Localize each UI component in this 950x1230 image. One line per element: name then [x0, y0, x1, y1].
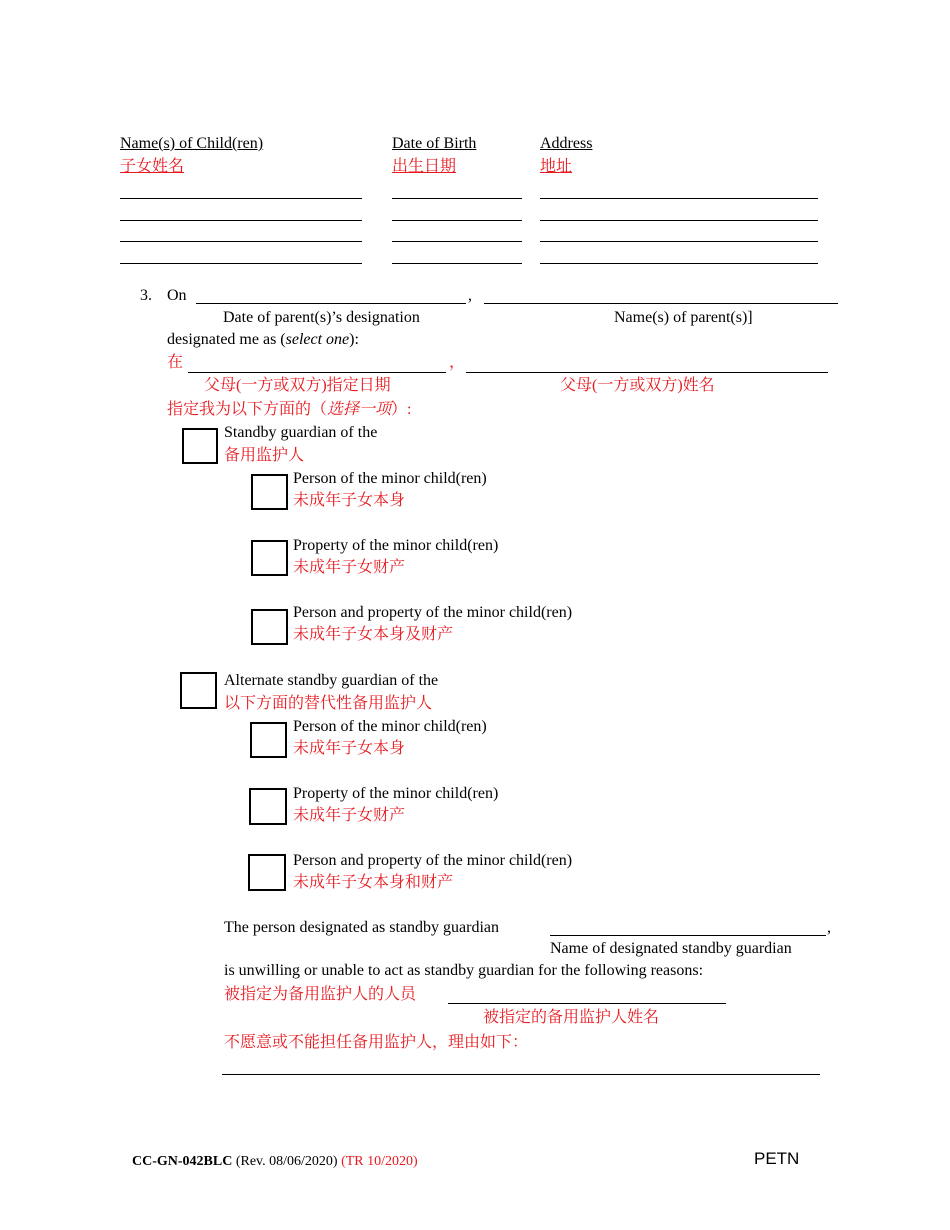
standby-person-property-label: Person and property of the minor child(ren): [293, 604, 573, 621]
translation-revision: (TR 10/2020): [341, 1154, 418, 1169]
footer-form-info: [132, 1152, 418, 1172]
alternate-person-checkbox[interactable]: [250, 722, 287, 758]
parent-names-label: Name(s) of parent(s)]: [614, 309, 753, 326]
child-dob-field[interactable]: [392, 263, 522, 264]
comma: ,: [468, 287, 472, 304]
standby-guardian-name-label: Name of designated standby guardian: [550, 940, 792, 957]
zh-comma: ，: [449, 354, 466, 371]
dob-header-zh: 出生日期: [392, 158, 457, 175]
designation-date-label-zh: 父母(一方或双方)指定日期: [204, 377, 391, 394]
reasons-field[interactable]: [222, 1074, 820, 1075]
alternate-person-label: Person of the minor child(ren): [293, 718, 487, 735]
standby-guardian-name-label-zh: 被指定的备用监护人姓名: [483, 1009, 660, 1026]
alternate-guardian-label-zh: 以下方面的替代性备用监护人: [224, 695, 433, 712]
standby-person-property-checkbox[interactable]: [251, 609, 288, 645]
standby-guardian-name-field-zh[interactable]: [448, 1003, 726, 1004]
revision-date: (Rev. 08/06/2020): [235, 1154, 338, 1169]
on-label: On: [167, 287, 187, 304]
standby-property-label: Property of the minor child(ren): [293, 537, 499, 554]
child-name-field[interactable]: [120, 198, 362, 199]
standby-person-label-zh: 未成年子女本身: [293, 492, 406, 509]
alternate-person-property-label: Person and property of the minor child(ren): [293, 852, 573, 869]
designation-date-label: Date of parent(s)’s designation: [223, 309, 420, 326]
designated-me-as-zh: 指定我为以下方面的（选择一项）:: [167, 401, 412, 418]
standby-person-property-label-zh: 未成年子女本身及财产: [293, 626, 454, 643]
designated-me-as: designated me as (select one):: [167, 331, 359, 348]
standby-guardian-label-zh: 备用监护人: [224, 447, 305, 464]
standby-property-checkbox[interactable]: [251, 540, 288, 576]
form-code: PETN: [754, 1149, 800, 1168]
child-names-header-zh: 子女姓名: [120, 158, 185, 175]
unwilling-line1-zh: 被指定为备用监护人的人员: [224, 986, 417, 1003]
designation-date-field-zh[interactable]: [188, 372, 446, 373]
child-names-header: Name(s) of Child(ren): [120, 135, 264, 152]
alternate-person-label-zh: 未成年子女本身: [293, 740, 406, 757]
address-header-zh: 地址: [540, 158, 573, 175]
unwilling-line2-zh: 不愿意或不能担任备用监护人，理由如下：: [224, 1034, 529, 1051]
parent-names-label-zh: 父母(一方或双方)姓名: [560, 377, 715, 394]
parent-names-field-zh[interactable]: [466, 372, 828, 373]
alternate-guardian-checkbox[interactable]: [180, 672, 217, 709]
unwilling-line2: is unwilling or unable to act as standby guardian for the following reasons:: [224, 962, 704, 979]
child-dob-field[interactable]: [392, 198, 522, 199]
standby-property-label-zh: 未成年子女财产: [293, 559, 406, 576]
item-number: 3.: [140, 287, 152, 304]
child-name-field[interactable]: [120, 241, 362, 242]
standby-guardian-name-field[interactable]: [550, 935, 826, 936]
standby-person-label: Person of the minor child(ren): [293, 470, 487, 487]
designation-date-field[interactable]: [196, 303, 466, 304]
alternate-property-checkbox[interactable]: [249, 788, 287, 825]
child-name-field[interactable]: [120, 220, 362, 221]
child-address-field[interactable]: [540, 263, 818, 264]
alternate-guardian-label: Alternate standby guardian of the: [224, 672, 439, 689]
child-address-field[interactable]: [540, 220, 818, 221]
child-address-field[interactable]: [540, 198, 818, 199]
zai-label: 在: [167, 354, 184, 371]
child-dob-field[interactable]: [392, 220, 522, 221]
address-header: Address: [540, 135, 593, 152]
standby-guardian-checkbox[interactable]: [182, 428, 218, 464]
child-name-field[interactable]: [120, 263, 362, 264]
parent-names-field[interactable]: [484, 303, 838, 304]
unwilling-comma: ,: [827, 919, 831, 936]
alternate-person-property-checkbox[interactable]: [248, 854, 286, 891]
form-id: CC-GN-042BLC: [132, 1154, 233, 1169]
child-address-field[interactable]: [540, 241, 818, 242]
unwilling-line1: The person designated as standby guardian: [224, 919, 500, 936]
child-dob-field[interactable]: [392, 241, 522, 242]
alternate-property-label: Property of the minor child(ren): [293, 785, 499, 802]
standby-person-checkbox[interactable]: [251, 474, 288, 510]
standby-guardian-label: Standby guardian of the: [224, 424, 378, 441]
alternate-property-label-zh: 未成年子女财产: [293, 807, 406, 824]
alternate-person-property-label-zh: 未成年子女本身和财产: [293, 874, 454, 891]
dob-header: Date of Birth: [392, 135, 477, 152]
